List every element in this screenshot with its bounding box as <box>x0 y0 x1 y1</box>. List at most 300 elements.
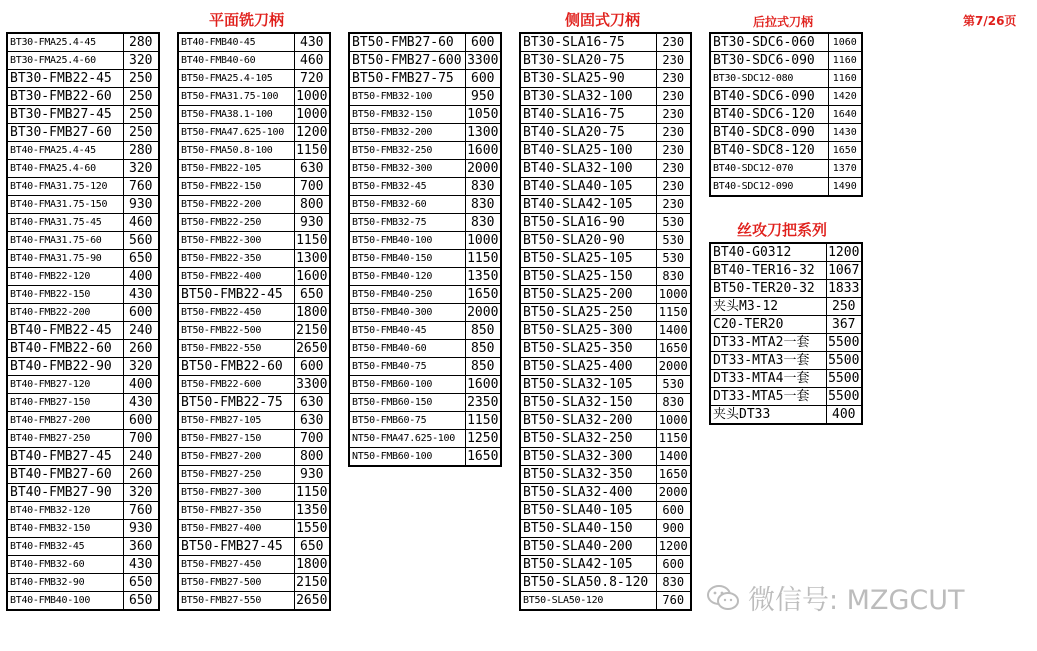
table-row <box>349 178 501 196</box>
price-cell: 830 <box>656 268 691 286</box>
model-cell: BT50-SLA16-90 <box>520 214 656 232</box>
table-row <box>178 448 330 466</box>
table-row <box>520 304 691 322</box>
price-cell: 600 <box>465 70 501 88</box>
table-row <box>7 70 159 88</box>
table-row <box>349 106 501 124</box>
table-row <box>520 592 691 611</box>
table-row <box>178 394 330 412</box>
table-row <box>520 106 691 124</box>
price-cell: 230 <box>656 70 691 88</box>
model-cell: BT50-FMB27-500 <box>178 574 294 592</box>
model-cell: BT50-SLA40-105 <box>520 502 656 520</box>
model-cell: BT50-FMB22-150 <box>178 178 294 196</box>
table-row <box>349 142 501 160</box>
table-row <box>520 574 691 592</box>
price-cell: 1490 <box>828 178 862 197</box>
table-row <box>178 142 330 160</box>
model-cell: BT40-FMB22-90 <box>7 358 123 376</box>
model-cell: BT50-SLA42-105 <box>520 556 656 574</box>
model-cell: BT40-FMB22-200 <box>7 304 123 322</box>
table-row <box>349 70 501 88</box>
price-cell: 1550 <box>294 520 330 538</box>
table-row <box>178 106 330 124</box>
model-cell: NT50-FMA47.625-100 <box>349 430 465 448</box>
table-row <box>349 88 501 106</box>
table-row <box>520 430 691 448</box>
table-row <box>520 286 691 304</box>
table-row <box>520 70 691 88</box>
model-cell: BT40-SDC8-120 <box>710 142 828 160</box>
price-cell: 1150 <box>294 142 330 160</box>
model-cell: BT40-FMB27-150 <box>7 394 123 412</box>
table-row <box>710 334 862 352</box>
model-cell: BT40-FMA25.4-60 <box>7 160 123 178</box>
model-cell: BT50-FMB22-45 <box>178 286 294 304</box>
model-cell: BT40-FMB22-150 <box>7 286 123 304</box>
model-cell: BT50-FMB40-120 <box>349 268 465 286</box>
price-cell: 230 <box>656 33 691 52</box>
table-row <box>710 280 862 298</box>
model-cell: BT30-SLA16-75 <box>520 33 656 52</box>
model-cell: DT33-MTA2一套 <box>710 334 826 352</box>
price-cell: 1067 <box>826 262 862 280</box>
price-table-1 <box>6 32 160 611</box>
price-cell: 400 <box>826 406 862 425</box>
price-cell: 1000 <box>465 232 501 250</box>
model-cell: BT50-FMB32-100 <box>349 88 465 106</box>
page-number: 第7/26页 <box>963 14 1017 28</box>
model-cell: BT30-SLA25-90 <box>520 70 656 88</box>
table-row <box>349 340 501 358</box>
price-cell: 367 <box>826 316 862 334</box>
price-cell: 700 <box>294 430 330 448</box>
model-cell: BT50-FMA25.4-105 <box>178 70 294 88</box>
price-cell: 1160 <box>828 52 862 70</box>
price-cell: 230 <box>656 88 691 106</box>
model-cell: BT50-FMB27-45 <box>178 538 294 556</box>
price-cell: 250 <box>123 70 159 88</box>
price-cell: 230 <box>656 142 691 160</box>
model-cell: BT50-FMB60-75 <box>349 412 465 430</box>
price-table-3 <box>348 32 502 467</box>
table-row <box>7 484 159 502</box>
table-row <box>178 430 330 448</box>
price-cell: 2000 <box>656 358 691 376</box>
model-cell: BT40-SLA20-75 <box>520 124 656 142</box>
table-row <box>520 232 691 250</box>
price-cell: 5500 <box>826 334 862 352</box>
model-cell: BT50-FMB60-100 <box>349 376 465 394</box>
price-cell: 1000 <box>656 412 691 430</box>
price-cell: 600 <box>465 33 501 52</box>
model-cell: BT50-FMB32-150 <box>349 106 465 124</box>
table-row <box>520 376 691 394</box>
price-cell: 650 <box>123 592 159 611</box>
table-row <box>7 196 159 214</box>
price-cell: 1150 <box>656 304 691 322</box>
table-row <box>520 466 691 484</box>
price-cell: 630 <box>294 394 330 412</box>
table-row <box>710 160 862 178</box>
price-cell: 930 <box>123 196 159 214</box>
model-cell: BT40-FMB22-120 <box>7 268 123 286</box>
table-row <box>7 52 159 70</box>
price-cell: 700 <box>294 178 330 196</box>
table-row <box>710 298 862 316</box>
price-cell: 530 <box>656 232 691 250</box>
model-cell: BT50-FMA47.625-100 <box>178 124 294 142</box>
price-cell: 1350 <box>465 268 501 286</box>
table-row <box>178 250 330 268</box>
table-row <box>178 214 330 232</box>
table-row <box>710 388 862 406</box>
price-cell: 320 <box>123 52 159 70</box>
price-cell: 600 <box>656 502 691 520</box>
price-cell: 320 <box>123 358 159 376</box>
header-tap: 丝攻刀把系列 <box>737 221 828 239</box>
table-row <box>349 268 501 286</box>
table-row <box>520 52 691 70</box>
model-cell: BT40-TER16-32 <box>710 262 826 280</box>
table-row <box>178 70 330 88</box>
price-cell: 3300 <box>294 376 330 394</box>
price-cell: 230 <box>656 124 691 142</box>
table-row <box>710 316 862 334</box>
model-cell: BT50-TER20-32 <box>710 280 826 298</box>
model-cell: BT30-SDC6-090 <box>710 52 828 70</box>
model-cell: BT50-FMB32-75 <box>349 214 465 232</box>
model-cell: BT40-SLA40-105 <box>520 178 656 196</box>
model-cell: BT50-SLA32-105 <box>520 376 656 394</box>
price-cell: 630 <box>294 412 330 430</box>
table-row <box>178 520 330 538</box>
model-cell: BT40-SLA42-105 <box>520 196 656 214</box>
table-row <box>520 520 691 538</box>
price-cell: 1800 <box>294 304 330 322</box>
model-cell: DT33-MTA3一套 <box>710 352 826 370</box>
model-cell: BT50-FMB22-550 <box>178 340 294 358</box>
table-row <box>178 484 330 502</box>
table-row <box>178 88 330 106</box>
table-row <box>178 538 330 556</box>
table-row <box>178 178 330 196</box>
model-cell: BT40-FMA31.75-120 <box>7 178 123 196</box>
table-row <box>349 394 501 412</box>
model-cell: BT50-FMB22-300 <box>178 232 294 250</box>
model-cell: BT50-FMB27-600 <box>349 52 465 70</box>
model-cell: BT50-FMB22-450 <box>178 304 294 322</box>
price-cell: 2000 <box>656 484 691 502</box>
price-cell: 2350 <box>465 394 501 412</box>
price-cell: 830 <box>465 196 501 214</box>
table-row <box>178 340 330 358</box>
model-cell: BT50-SLA25-150 <box>520 268 656 286</box>
price-cell: 1650 <box>828 142 862 160</box>
price-cell: 260 <box>123 466 159 484</box>
table-row <box>520 412 691 430</box>
model-cell: NT50-FMB60-100 <box>349 448 465 467</box>
price-cell: 930 <box>123 520 159 538</box>
price-cell: 230 <box>656 160 691 178</box>
price-cell: 1000 <box>294 88 330 106</box>
model-cell: BT50-FMB27-150 <box>178 430 294 448</box>
table-row <box>7 574 159 592</box>
price-cell: 630 <box>294 160 330 178</box>
table-row <box>710 124 862 142</box>
table-row <box>710 406 862 425</box>
model-cell: BT50-FMB40-250 <box>349 286 465 304</box>
table-row <box>349 412 501 430</box>
price-cell: 1370 <box>828 160 862 178</box>
table-row <box>178 466 330 484</box>
wechat-icon <box>706 584 740 612</box>
model-cell: BT40-SDC6-120 <box>710 106 828 124</box>
price-cell: 250 <box>123 88 159 106</box>
model-cell: BT40-G0312 <box>710 243 826 262</box>
price-cell: 1200 <box>826 243 862 262</box>
model-cell: BT50-FMB22-400 <box>178 268 294 286</box>
model-cell: BT40-SDC8-090 <box>710 124 828 142</box>
model-cell: BT40-FMB22-60 <box>7 340 123 358</box>
price-table-5 <box>709 32 863 197</box>
price-cell: 650 <box>294 538 330 556</box>
price-cell: 460 <box>294 52 330 70</box>
price-cell: 240 <box>123 448 159 466</box>
price-cell: 1650 <box>465 448 501 467</box>
price-cell: 1400 <box>656 322 691 340</box>
model-cell: BT30-SDC12-080 <box>710 70 828 88</box>
price-cell: 400 <box>123 376 159 394</box>
model-cell: BT40-SLA25-100 <box>520 142 656 160</box>
model-cell: BT40-FMB27-60 <box>7 466 123 484</box>
table-row <box>7 106 159 124</box>
price-cell: 1000 <box>294 106 330 124</box>
model-cell: BT50-FMB40-150 <box>349 250 465 268</box>
price-cell: 530 <box>656 250 691 268</box>
table-row <box>349 358 501 376</box>
table-row <box>520 88 691 106</box>
table-row <box>520 196 691 214</box>
table-row <box>178 232 330 250</box>
price-cell: 1350 <box>294 502 330 520</box>
price-cell: 760 <box>123 178 159 196</box>
price-cell: 1150 <box>656 430 691 448</box>
price-cell: 1150 <box>294 484 330 502</box>
table-row <box>178 160 330 178</box>
model-cell: BT50-FMB22-105 <box>178 160 294 178</box>
table-row <box>520 214 691 232</box>
table-row <box>349 124 501 142</box>
table-row <box>349 232 501 250</box>
price-cell: 560 <box>123 232 159 250</box>
table-row <box>349 160 501 178</box>
price-cell: 2000 <box>465 304 501 322</box>
table-row <box>7 376 159 394</box>
model-cell: BT30-FMA25.4-45 <box>7 33 123 52</box>
table-row <box>710 52 862 70</box>
table-row <box>710 370 862 388</box>
price-cell: 1000 <box>656 286 691 304</box>
price-cell: 930 <box>294 214 330 232</box>
price-cell: 1300 <box>465 124 501 142</box>
price-cell: 1420 <box>828 88 862 106</box>
table-row <box>710 352 862 370</box>
price-cell: 230 <box>656 178 691 196</box>
model-cell: 夹头DT33 <box>710 406 826 425</box>
price-cell: 250 <box>826 298 862 316</box>
table-row <box>7 250 159 268</box>
table-row <box>178 304 330 322</box>
table-row <box>349 304 501 322</box>
model-cell: BT30-FMA25.4-60 <box>7 52 123 70</box>
price-cell: 1060 <box>828 33 862 52</box>
table-row <box>710 178 862 197</box>
table-row <box>7 232 159 250</box>
table-row <box>7 304 159 322</box>
price-cell: 1650 <box>465 286 501 304</box>
table-row <box>520 124 691 142</box>
model-cell: BT40-SDC6-090 <box>710 88 828 106</box>
price-cell: 650 <box>294 286 330 304</box>
model-cell: BT50-SLA40-150 <box>520 520 656 538</box>
price-cell: 2650 <box>294 340 330 358</box>
price-cell: 930 <box>294 466 330 484</box>
table-row <box>178 412 330 430</box>
price-cell: 5500 <box>826 370 862 388</box>
price-cell: 360 <box>123 538 159 556</box>
price-cell: 850 <box>465 322 501 340</box>
price-cell: 1160 <box>828 70 862 88</box>
table-row <box>178 556 330 574</box>
price-cell: 1200 <box>294 124 330 142</box>
model-cell: BT50-SLA50.8-120 <box>520 574 656 592</box>
table-row <box>7 88 159 106</box>
price-cell: 2150 <box>294 322 330 340</box>
table-row <box>349 196 501 214</box>
model-cell: BT50-FMB22-60 <box>178 358 294 376</box>
model-cell: BT40-FMB32-120 <box>7 502 123 520</box>
model-cell: BT30-FMB27-60 <box>7 124 123 142</box>
price-cell: 720 <box>294 70 330 88</box>
model-cell: BT50-FMB32-300 <box>349 160 465 178</box>
model-cell: DT33-MTA5一套 <box>710 388 826 406</box>
price-cell: 1150 <box>465 250 501 268</box>
price-cell: 430 <box>123 556 159 574</box>
table-row <box>710 70 862 88</box>
model-cell: BT40-FMA31.75-150 <box>7 196 123 214</box>
table-row <box>7 394 159 412</box>
model-cell: BT50-FMB27-250 <box>178 466 294 484</box>
model-cell: BT40-FMB32-45 <box>7 538 123 556</box>
model-cell: BT40-FMB32-150 <box>7 520 123 538</box>
price-cell: 1430 <box>828 124 862 142</box>
price-cell: 830 <box>465 214 501 232</box>
model-cell: BT50-FMB40-60 <box>349 340 465 358</box>
table-row <box>178 376 330 394</box>
table-row <box>349 448 501 467</box>
model-cell: BT40-FMB27-250 <box>7 430 123 448</box>
table-row <box>710 106 862 124</box>
price-cell: 1650 <box>656 466 691 484</box>
price-cell: 230 <box>656 52 691 70</box>
model-cell: BT40-FMB32-90 <box>7 574 123 592</box>
price-table-2 <box>177 32 331 611</box>
model-cell: BT50-FMB32-60 <box>349 196 465 214</box>
table-row <box>7 33 159 52</box>
table-row <box>7 448 159 466</box>
model-cell: BT40-FMA31.75-45 <box>7 214 123 232</box>
model-cell: BT50-FMB40-300 <box>349 304 465 322</box>
table-row <box>710 33 862 52</box>
model-cell: BT30-SLA20-75 <box>520 52 656 70</box>
model-cell: BT50-FMB27-350 <box>178 502 294 520</box>
model-cell: BT50-SLA25-200 <box>520 286 656 304</box>
price-cell: 230 <box>656 196 691 214</box>
model-cell: BT50-SLA32-150 <box>520 394 656 412</box>
price-cell: 320 <box>123 160 159 178</box>
price-cell: 2000 <box>465 160 501 178</box>
table-row <box>520 358 691 376</box>
price-cell: 430 <box>294 33 330 52</box>
header-mill: 平面铣刀柄 <box>209 11 285 29</box>
table-row <box>520 160 691 178</box>
price-cell: 1650 <box>656 340 691 358</box>
table-row <box>349 430 501 448</box>
price-cell: 260 <box>123 340 159 358</box>
price-cell: 1150 <box>294 232 330 250</box>
model-cell: BT50-FMB27-200 <box>178 448 294 466</box>
table-row <box>710 142 862 160</box>
model-cell: BT40-FMB40-45 <box>178 33 294 52</box>
table-row <box>178 52 330 70</box>
price-cell: 1600 <box>465 376 501 394</box>
table-row <box>7 214 159 232</box>
price-cell: 850 <box>465 358 501 376</box>
price-cell: 400 <box>123 268 159 286</box>
price-cell: 600 <box>294 358 330 376</box>
price-cell: 1640 <box>828 106 862 124</box>
table-row <box>7 430 159 448</box>
model-cell: BT50-FMB27-450 <box>178 556 294 574</box>
model-cell: DT33-MTA4一套 <box>710 370 826 388</box>
table-row <box>7 286 159 304</box>
price-cell: 430 <box>123 394 159 412</box>
price-cell: 1800 <box>294 556 330 574</box>
model-cell: BT30-SDC6-060 <box>710 33 828 52</box>
model-cell: BT40-FMB40-60 <box>178 52 294 70</box>
price-cell: 830 <box>656 574 691 592</box>
price-cell: 430 <box>123 286 159 304</box>
model-cell: BT50-FMB60-150 <box>349 394 465 412</box>
price-cell: 1833 <box>826 280 862 298</box>
table-row <box>178 358 330 376</box>
price-cell: 700 <box>123 430 159 448</box>
price-cell: 1400 <box>656 448 691 466</box>
model-cell: BT50-FMB32-200 <box>349 124 465 142</box>
price-cell: 600 <box>123 412 159 430</box>
table-row <box>7 160 159 178</box>
model-cell: BT50-FMB40-75 <box>349 358 465 376</box>
table-row <box>178 286 330 304</box>
table-row <box>349 250 501 268</box>
model-cell: BT50-FMB22-200 <box>178 196 294 214</box>
table-row <box>520 448 691 466</box>
price-cell: 2650 <box>294 592 330 611</box>
model-cell: BT40-FMB27-90 <box>7 484 123 502</box>
model-cell: BT40-FMB22-45 <box>7 322 123 340</box>
price-cell: 830 <box>465 178 501 196</box>
